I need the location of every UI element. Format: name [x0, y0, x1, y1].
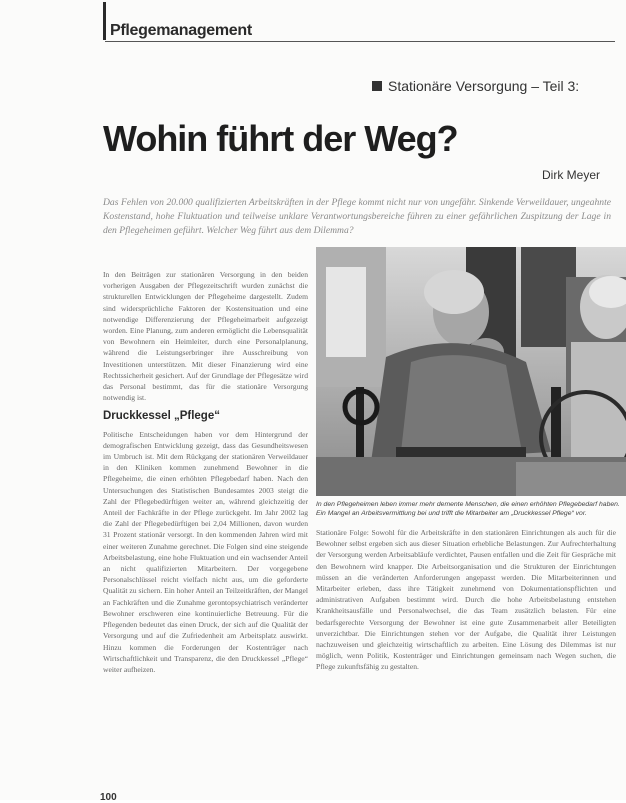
section-label: Pflegemanagement	[110, 22, 252, 39]
body-right-paragraph: Stationäre Folge: Sowohl für die Arbeitskräfte in den stationären Einrichtungen als auch für die Bewohner selbst ergeben sich aus dieser Situation erhebliche Belastungen. Zur Aufrechterhaltung der Versorgung werden Arbeitsabläufe verdichtet, Pausen entfallen und die Zeit für Gespräche mit den Bewohnern wird knapper. Die Arbeitsorganisation und die Strukturen der Einrichtungen müssen an die veränderten Anforderungen angepasst werden. Die Mitarbeiterinnen und Mitarbeiter erleben, dass ihre Tätigkeit zunehmend von Dokumentationspflichten und administrativen Aufgaben bestimmt wird. Durch die hohe Arbeitsbelastung entstehen Krankheitsausfälle und Personalwechsel, die das Team zusätzlich belasten. Für eine bedarfsgerechte Versorgung der Bewohner ist eine gute Zusammenarbeit aller Beteiligten unverzichtbar. Die Einrichtungen stehen vor der Aufgabe, die Qualität ihrer Leistungen nachzuweisen und gleichzeitig wirtschaftlich zu arbeiten. Eine Lösung des Dilemmas ist nur möglich, wenn Politik, Kostenträger und Einrichtungen gemeinsam nach Wegen suchen, die Pflege zukunftsfähig zu gestalten.	[316, 528, 616, 672]
article-title: Wohin führt der Weg?	[103, 118, 458, 159]
photo-image	[316, 247, 626, 496]
photo-caption: In den Pflegeheimen leben immer mehr demente Menschen, die einen erhöhten Pflegebedarf haben. Ein Mangel an Arbeitsvermittlung bei und trifft die Mitarbeiter am „Druckkessel Pflege“ vor.	[316, 501, 620, 517]
article-photo	[316, 247, 626, 496]
article-author: Dirk Meyer	[541, 168, 600, 182]
header-vertical-rule	[103, 2, 106, 40]
series-heading	[372, 78, 579, 94]
page-number: 100	[100, 792, 117, 803]
intro-paragraph: In den Beiträgen zur stationären Versorgung in den beiden vorherigen Ausgaben der Pflegezeitschrift wurden zunächst die strukturellen Entwicklungen der Pflegeheime dargestellt. Zudem sind widersprüchliche Faktoren der Kostensituation und eine notwendige Differenzierung der Pflegeheimarbeit aufgezeigt worden. Eine Planung, zum anderen ermöglicht die Lebensqualität von Bewohnern ein Heimleiter, durch eine Personalplanung, während die Leistungserbringer ihre Ausschreibung von Investitionen unterstützen. Mit dieser Finanzierung wird eine Rechtssicherheit gesichert. Auf der Grundlage der Pflegesätze wird das Personal bestimmt, das für die stationäre Versorgung notwendig ist.	[103, 270, 308, 403]
series-label: Stationäre Versorgung – Teil 3:	[388, 78, 580, 94]
header-horizontal-rule	[105, 41, 615, 42]
right-column	[316, 527, 616, 673]
left-column	[103, 269, 308, 681]
body-left-paragraph: Politische Entscheidungen haben vor dem Hintergrund der demografischen Entwicklung gezeigt, dass das Gesundheitswesen im Umbruch ist. Mit dem Rückgang der stationären Verweildauer in den Kliniken kommen zunehmend Bewohner in die Pflegeheime, die einen erhöhten Pflegebedarf haben. Nach den Untersuchungen des Statistischen Bundesamtes 2003 steigt die Zahl der Pflegebedürftigen weiter an, während gleichzeitig der Anteil der Fachkräfte in der Pflege zurückgeht. Im Jahr 2002 lag die Zahl der Pflegebedürftigen bei 2,04 Millionen, davon wurden 31 Prozent stationär versorgt. In den kommenden Jahren wird mit einer weiteren Zunahme gerechnet. Die Folgen sind eine steigende Arbeitsbelastung, eine hohe Fluktuation und ein wachsender Anteil an nicht qualifizierten Mitarbeitern. Der vorgegebene Personalschlüssel reicht vielfach nicht aus, um die geforderte Qualität zu sichern. Ein hoher Anteil an Teilzeitkräften, der Mangel an Fachkräften und die Zunahme gerontopsychiatrisch veränderter Bewohner erschweren eine kontinuierliche Betreuung. Für die Pflegenden bedeutet das einen Druck, der sich auf die Qualität der Versorgung und auf die Zufriedenheit am Arbeitsplatz auswirkt. Hinzu kommen die Forderungen der Kostenträger nach Wirtschaftlichkeit und Transparenz, die den Druckkessel „Pflege“ weiter aufheizen.	[103, 429, 308, 674]
subheading: Druckkessel „Pflege“	[103, 410, 220, 423]
article-lead: Das Fehlen von 20.000 qualifizierten Arbeitskräften in der Pflege kommt nicht nur von ungefähr. Sinkende Verweildauer, ungeahnte Kostenstand, hohe Fluktuation und teilweise unklare Verantwortungsbereiche führen zu einer gefährlichen Zuspitzung der Lage in den Pflegeheimen geführt. Welcher Weg führt aus dem Dilemma?	[103, 197, 611, 236]
square-bullet-icon	[372, 81, 382, 91]
